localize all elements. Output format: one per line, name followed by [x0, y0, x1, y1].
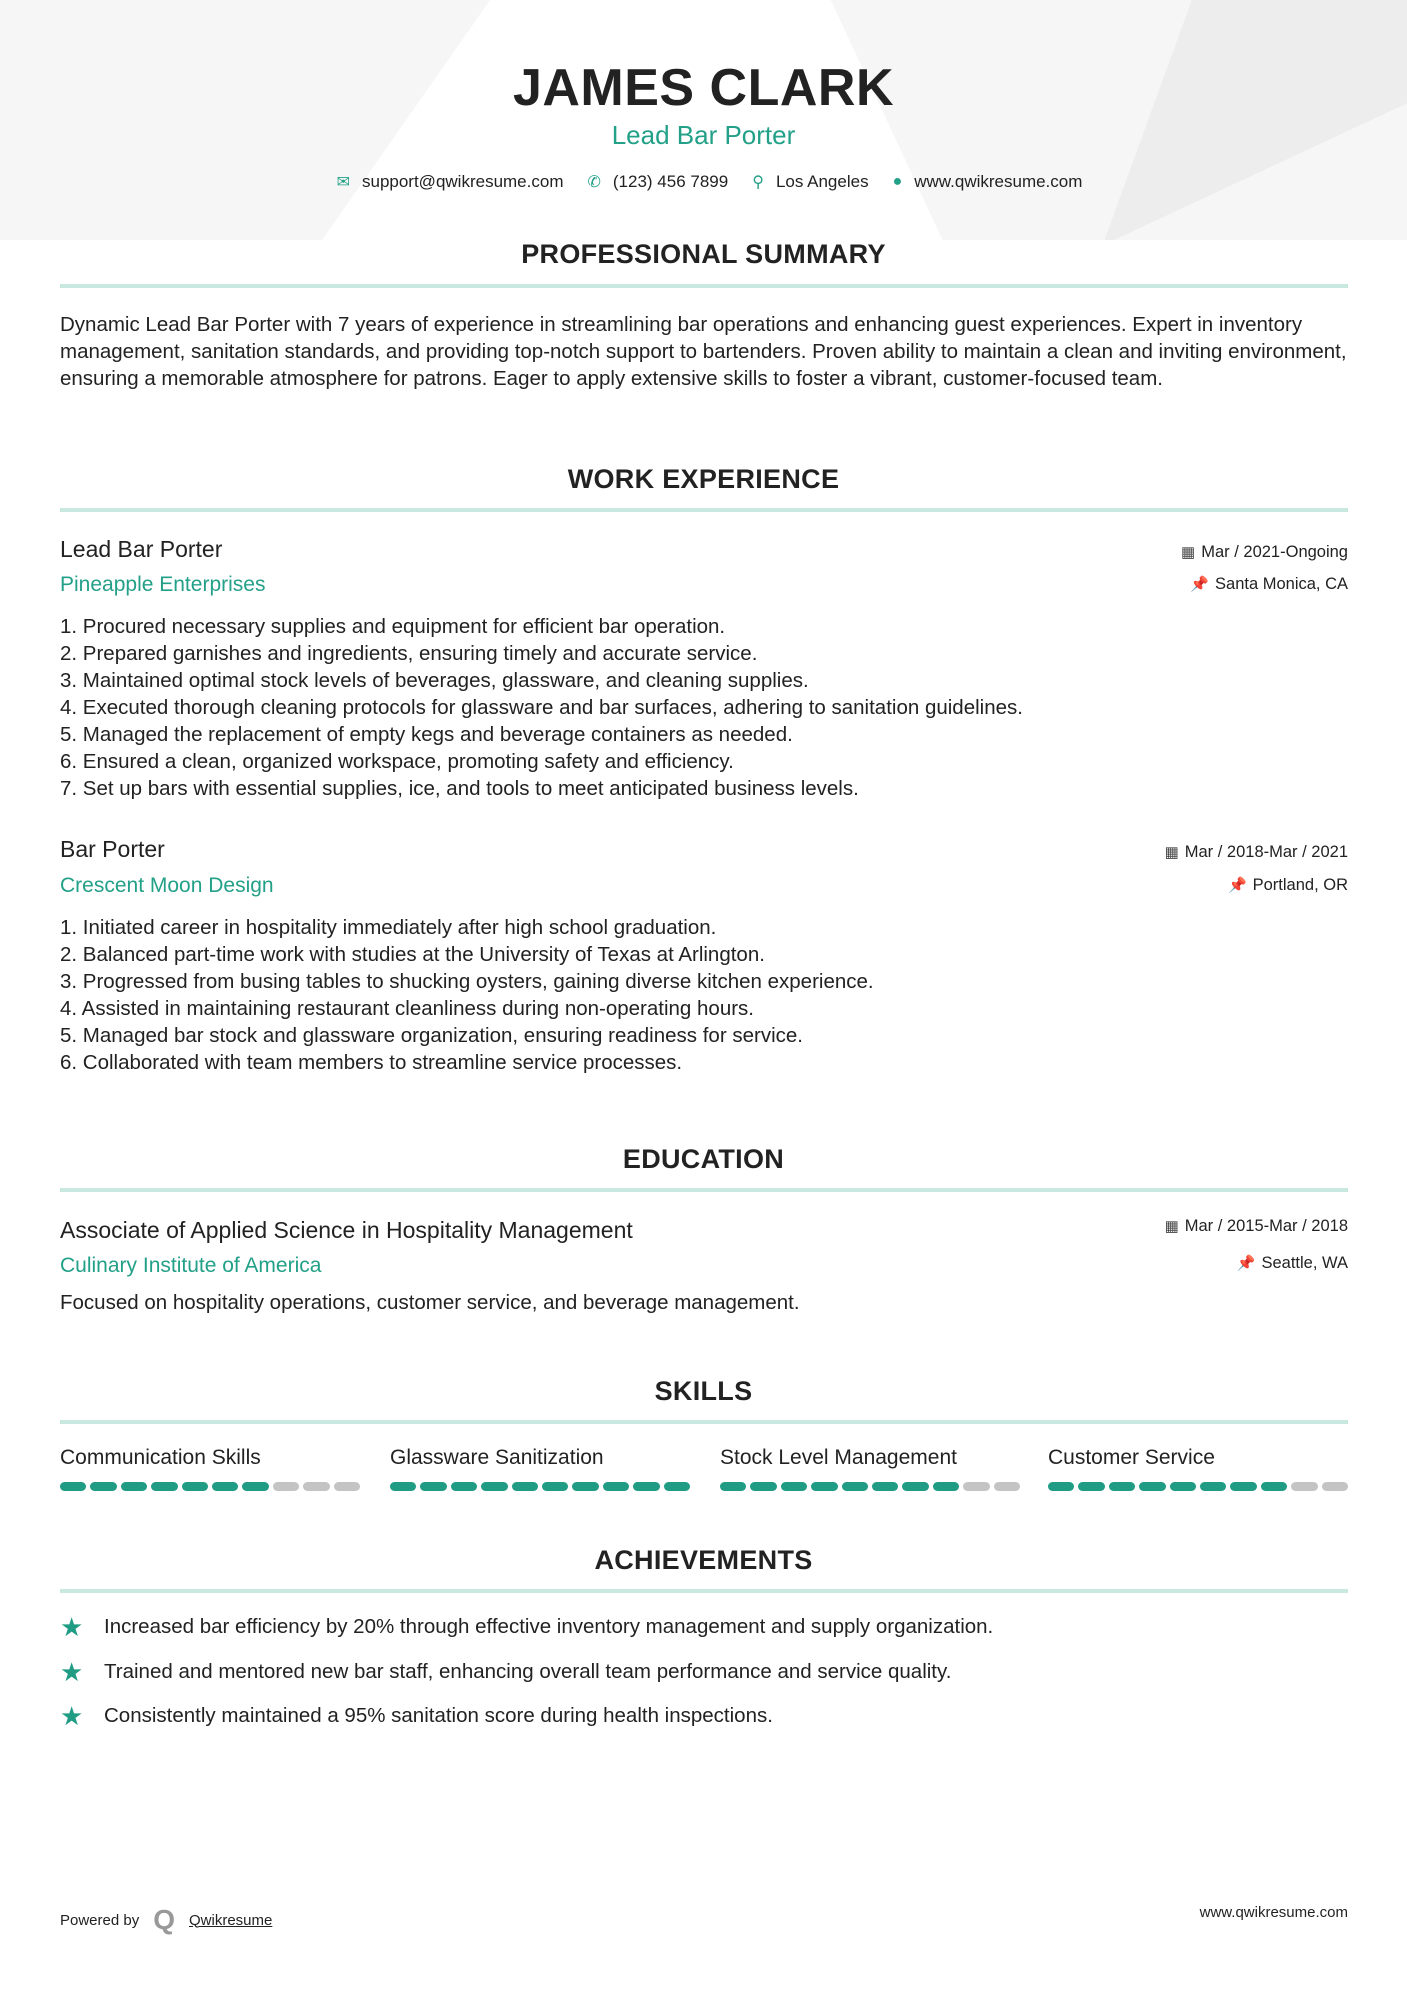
list-item: 6. Ensured a clean, organized workspace, promoting safety and efficiency.	[60, 750, 734, 773]
contact-bar	[0, 172, 1407, 192]
school: Culinary Institute of America	[60, 1254, 322, 1277]
candidate-name: JAMES CLARK	[512, 59, 895, 117]
achievement-item	[60, 1703, 773, 1729]
skill-level-segment	[1109, 1482, 1135, 1491]
skill-level-bar	[390, 1482, 690, 1491]
skill-level-bar	[720, 1482, 1020, 1491]
list-item: 4. Assisted in maintaining restaurant cleanliness during non-operating hours.	[60, 997, 754, 1020]
job-company: Pineapple Enterprises	[60, 573, 266, 596]
education-location	[1237, 1254, 1348, 1273]
job-title: Bar Porter	[60, 836, 165, 862]
skill-level-segment	[481, 1482, 507, 1491]
skill-level-segment	[512, 1482, 538, 1491]
education-dates	[1165, 1217, 1348, 1236]
job-dates-text: Mar / 2018-Mar / 2021	[1184, 843, 1348, 861]
divider	[60, 508, 1348, 512]
skill-item	[390, 1446, 690, 1491]
skill-level-segment	[390, 1482, 416, 1491]
skill-level-segment	[1261, 1482, 1287, 1491]
list-item: 1. Initiated career in hospitality immediately after high school graduation.	[60, 916, 717, 939]
skill-level-segment	[182, 1482, 208, 1491]
skill-level-segment	[1170, 1482, 1196, 1491]
summary-heading: PROFESSIONAL SUMMARY	[521, 239, 886, 269]
skill-level-segment	[273, 1482, 299, 1491]
pin-icon: 📌	[1190, 576, 1210, 593]
skill-level-segment	[811, 1482, 837, 1491]
skill-name: Communication Skills	[60, 1446, 261, 1469]
education-heading: EDUCATION	[622, 1144, 785, 1174]
education-location-text: Seattle, WA	[1261, 1254, 1348, 1272]
list-item: 3. Maintained optimal stock levels of beverages, glassware, and cleaning supplies.	[60, 669, 809, 692]
list-item: 3. Progressed from busing tables to shucking oysters, gaining diverse kitchen experience.	[60, 970, 874, 993]
powered-by-label: Powered by	[60, 1911, 140, 1929]
skill-level-segment	[1048, 1482, 1074, 1491]
skill-level-segment	[750, 1482, 776, 1491]
website[interactable]: www.qwikresume.com	[914, 172, 1083, 191]
divider	[60, 1589, 1348, 1593]
skill-level-segment	[603, 1482, 629, 1491]
skill-level-segment	[933, 1482, 959, 1491]
skill-level-segment	[720, 1482, 746, 1491]
footer-powered	[60, 1904, 272, 1936]
skill-level-segment	[242, 1482, 268, 1491]
job-title: Lead Bar Porter	[60, 536, 223, 562]
job-bullets	[60, 914, 874, 1076]
divider	[60, 1188, 1348, 1192]
job-location-text: Portland, OR	[1252, 876, 1348, 894]
job-location	[1228, 876, 1348, 895]
achievement-text: Consistently maintained a 95% sanitation score during health inspections.	[104, 1704, 773, 1727]
location: Los Angeles	[775, 172, 869, 191]
skill-level-segment	[420, 1482, 446, 1491]
globe-icon: ●	[892, 173, 903, 190]
list-item: 5. Managed the replacement of empty kegs and beverage containers as needed.	[60, 723, 793, 746]
achievement-item	[60, 1659, 951, 1685]
divider	[60, 1420, 1348, 1424]
star-icon: ★	[60, 1701, 84, 1731]
skill-item	[1048, 1446, 1348, 1491]
calendar-icon: ▦	[1164, 1218, 1179, 1235]
skill-level-segment	[963, 1482, 989, 1491]
skill-name: Glassware Sanitization	[390, 1446, 604, 1469]
skills-heading: SKILLS	[654, 1376, 753, 1406]
list-item: 2. Balanced part-time work with studies at the University of Texas at Arlington.	[60, 943, 765, 966]
job-bullets	[60, 613, 1023, 802]
divider	[60, 284, 1348, 288]
achievement-text: Increased bar efficiency by 20% through effective inventory management and supply organization.	[104, 1615, 994, 1638]
job-company: Crescent Moon Design	[60, 874, 274, 897]
skill-level-segment	[664, 1482, 690, 1491]
skill-item	[60, 1446, 360, 1491]
list-item: 7. Set up bars with essential supplies, ice, and tools to meet anticipated business levels.	[60, 777, 859, 800]
pin-icon: 📌	[1227, 877, 1247, 894]
list-item: 1. Procured necessary supplies and equipment for efficient bar operation.	[60, 615, 726, 638]
skill-level-segment	[334, 1482, 360, 1491]
skill-level-segment	[842, 1482, 868, 1491]
summary-text: Dynamic Lead Bar Porter with 7 years of experience in streamlining bar operations and enhancing guest experiences. Expert in inventory management, sanitation standards, and providing top-notch support to bartenders. Proven ability to maintain a clean and inviting environment, ensuring a memorable atmosphere for patrons. Eager to apply extensive skills to foster a vibrant, customer-focused team.	[60, 313, 1347, 390]
skill-level-segment	[633, 1482, 659, 1491]
skill-level-bar	[60, 1482, 360, 1491]
skill-level-segment	[303, 1482, 329, 1491]
qwikresume-logo-icon: Q	[153, 1904, 175, 1935]
calendar-icon: ▦	[1164, 844, 1179, 861]
skill-level-bar	[1048, 1482, 1348, 1491]
list-item: 2. Prepared garnishes and ingredients, ensuring timely and accurate service.	[60, 642, 758, 665]
job-location-text: Santa Monica, CA	[1215, 575, 1348, 593]
list-item: 6. Collaborated with team members to streamline service processes.	[60, 1051, 683, 1074]
calendar-icon: ▦	[1181, 544, 1196, 561]
skill-level-segment	[1230, 1482, 1256, 1491]
skill-level-segment	[1139, 1482, 1165, 1491]
skill-level-segment	[451, 1482, 477, 1491]
job-dates-text: Mar / 2021-Ongoing	[1201, 543, 1348, 561]
list-item: 4. Executed thorough cleaning protocols for glassware and bar surfaces, adhering to sanitation guidelines.	[60, 696, 1023, 719]
degree: Associate of Applied Science in Hospitality Management	[60, 1217, 633, 1243]
phone: (123) 456 7899	[612, 172, 729, 191]
skill-level-segment	[902, 1482, 928, 1491]
skill-level-segment	[121, 1482, 147, 1491]
job-dates	[1165, 843, 1348, 862]
candidate-title: Lead Bar Porter	[611, 120, 796, 150]
experience-heading: WORK EXPERIENCE	[567, 464, 840, 494]
skill-level-segment	[1078, 1482, 1104, 1491]
star-icon: ★	[60, 1657, 84, 1687]
list-item: 5. Managed bar stock and glassware organization, ensuring readiness for service.	[60, 1024, 803, 1047]
brand-link[interactable]: Qwikresume	[189, 1911, 273, 1929]
email-icon: ✉	[336, 174, 350, 191]
skill-level-segment	[542, 1482, 568, 1491]
email[interactable]: support@qwikresume.com	[361, 172, 564, 191]
job-dates	[1181, 543, 1348, 562]
location-pin-icon: ⚲	[752, 174, 764, 191]
skill-level-segment	[572, 1482, 598, 1491]
achievement-text: Trained and mentored new bar staff, enhancing overall team performance and service quality.	[104, 1660, 952, 1683]
skill-level-segment	[90, 1482, 116, 1491]
education-dates-text: Mar / 2015-Mar / 2018	[1184, 1217, 1348, 1235]
skill-level-segment	[60, 1482, 86, 1491]
skill-level-segment	[212, 1482, 238, 1491]
achievement-item	[60, 1614, 993, 1640]
skill-level-segment	[1322, 1482, 1348, 1491]
footer-website[interactable]: www.qwikresume.com	[1199, 1904, 1348, 1921]
skill-name: Stock Level Management	[720, 1446, 957, 1469]
phone-icon: ✆	[587, 174, 601, 191]
education-description: Focused on hospitality operations, customer service, and beverage management.	[60, 1291, 800, 1314]
skill-level-segment	[872, 1482, 898, 1491]
pin-icon: 📌	[1236, 1255, 1256, 1272]
skill-level-segment	[781, 1482, 807, 1491]
achievements-heading: ACHIEVEMENTS	[594, 1545, 813, 1575]
skill-level-segment	[1200, 1482, 1226, 1491]
skill-item	[720, 1446, 1020, 1491]
skill-level-segment	[1291, 1482, 1317, 1491]
star-icon: ★	[60, 1612, 84, 1642]
skill-name: Customer Service	[1048, 1446, 1215, 1469]
job-location	[1190, 575, 1348, 594]
skill-level-segment	[151, 1482, 177, 1491]
skill-level-segment	[994, 1482, 1020, 1491]
